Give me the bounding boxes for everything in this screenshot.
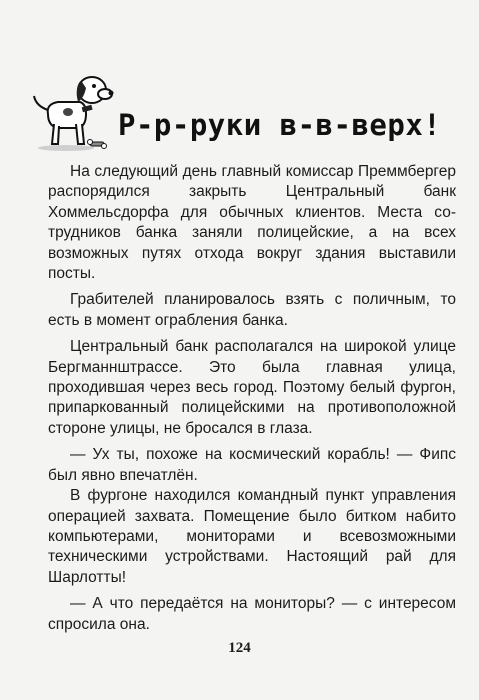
page-number: 124 [228,640,251,656]
cartoon-dog-icon [28,66,120,158]
paragraph: В фургоне находился командный пункт управления операцией захвата. Помещение было битком набито компьютерами, мониторами и всевозможными техническими устройствами. Настоящий рай для Шарлотты! [48,487,456,586]
chapter-title: Р-р-руки в-в-верх! [118,108,442,142]
body-text [48,162,456,641]
paragraph: Грабителей планировалось взять с поличным, то есть в момент ограбления банка. [48,291,456,329]
paragraph: Центральный банк располагался на широкой улице Бергманнштрассе. Это была главная улица, проходившая через весь город. Поэтому белый фургон, припаркованный полицейскими на противоположной стороне улицы, не бросался в глаза. [48,338,456,437]
paragraph: — А что передаётся на мониторы? — с интересом спросила она. [48,595,456,633]
paragraph: На следующий день главный комиссар Преммбергер распорядился закрыть Центральный банк Хоммельсдорфа для обычных клиентов. Места сотрудников банка заняли полицейские, а на всех возможных путях отхода вокруг здания выставили посты. [48,163,456,283]
paragraph: — Ух ты, похоже на космический корабль! — Фипс был явно впечатлён. [48,446,456,484]
